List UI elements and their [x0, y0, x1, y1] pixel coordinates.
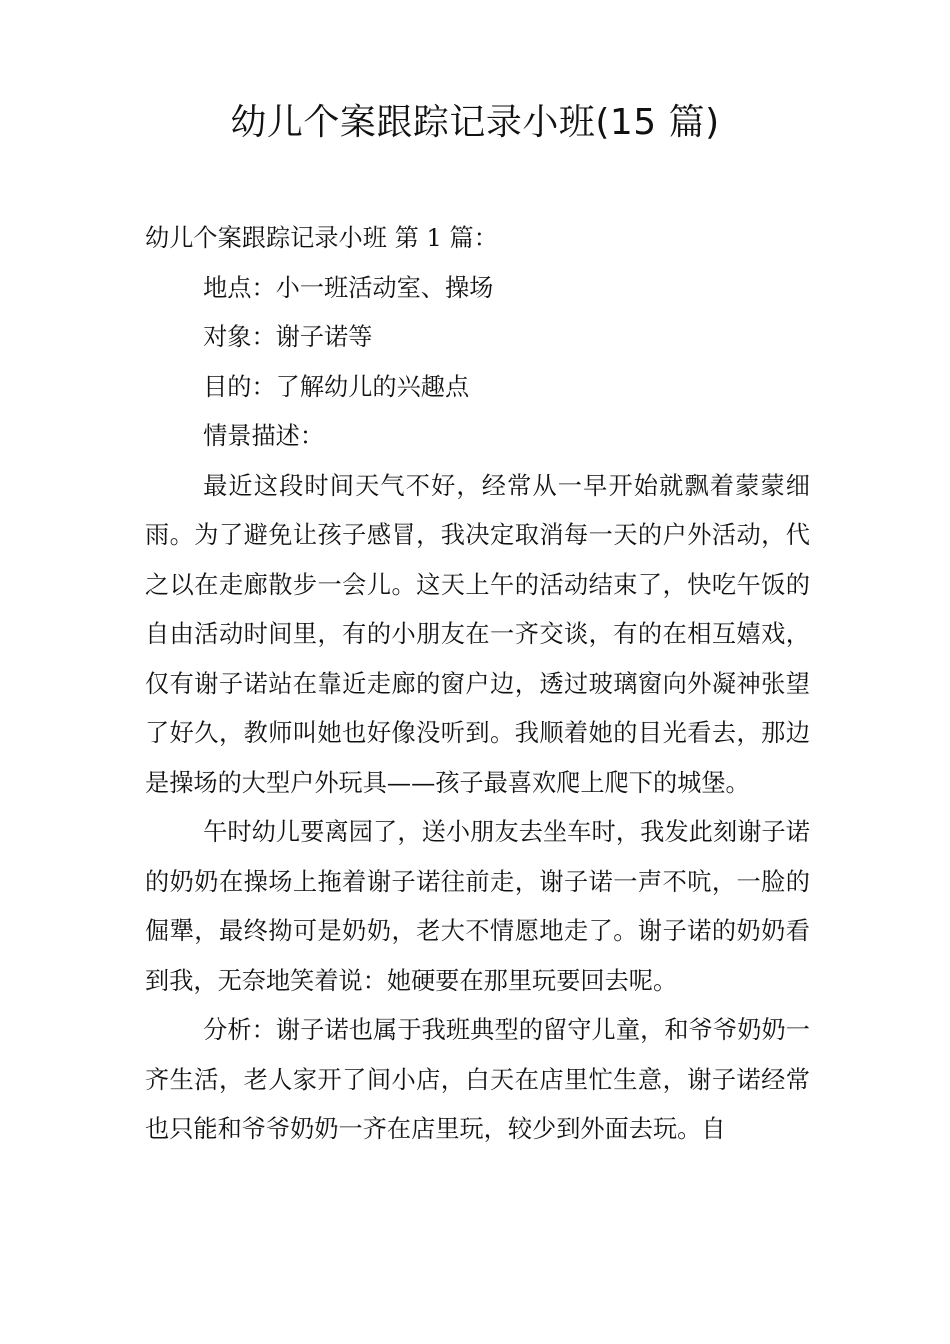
field-purpose: 目的：了解幼儿的兴趣点 [203, 372, 470, 401]
field-location: 地点：小一班活动室、操场 [203, 273, 494, 302]
field-subject: 对象：谢子诺等 [203, 323, 373, 351]
paragraph-scene: 最近这段时间天气不好，经常从一早开始就飘着蒙蒙细雨。为了避免让孩子感冒，我决定取消每一天的户外活动，代之以在走廊散步一会儿。这天上午的活动结束了，快吃午饭的自由活动时间里，有的小朋友在一齐交谈，有的在相互嬉戏，仅有谢子诺站在靠近走廊的窗户边，透过玻璃窗向外凝神张望了好久，教师叫她也好像没听到。我顺着她的目光看去，那边是操场的大型户外玩具——孩子最喜欢爬上爬下的城堡。 [145, 471, 810, 797]
paragraph-analysis: 分析：谢子诺也属于我班典型的留守儿童，和爷爷奶奶一齐生活，老人家开了间小店，白天在店里忙生意，谢子诺经常也只能和爷爷奶奶一齐在店里玩，较少到外面去玩。自 [145, 1016, 810, 1143]
paragraph-afternoon: 午时幼儿要离园了，送小朋友去坐车时，我发此刻谢子诺的奶奶在操场上拖着谢子诺往前走，谢子诺一声不吭，一脸的倔犟，最终拗可是奶奶，老大不情愿地走了。谢子诺的奶奶看到我，无奈地笑着说：她硬要在那里玩要回去呢。 [145, 818, 810, 995]
document-body [145, 214, 810, 1155]
field-scene-description: 情景描述： [203, 422, 325, 450]
document-title: 幼儿个案跟踪记录小班(15 篇) [230, 102, 720, 143]
section-heading: 幼儿个案跟踪记录小班 第 1 篇： [145, 224, 498, 252]
